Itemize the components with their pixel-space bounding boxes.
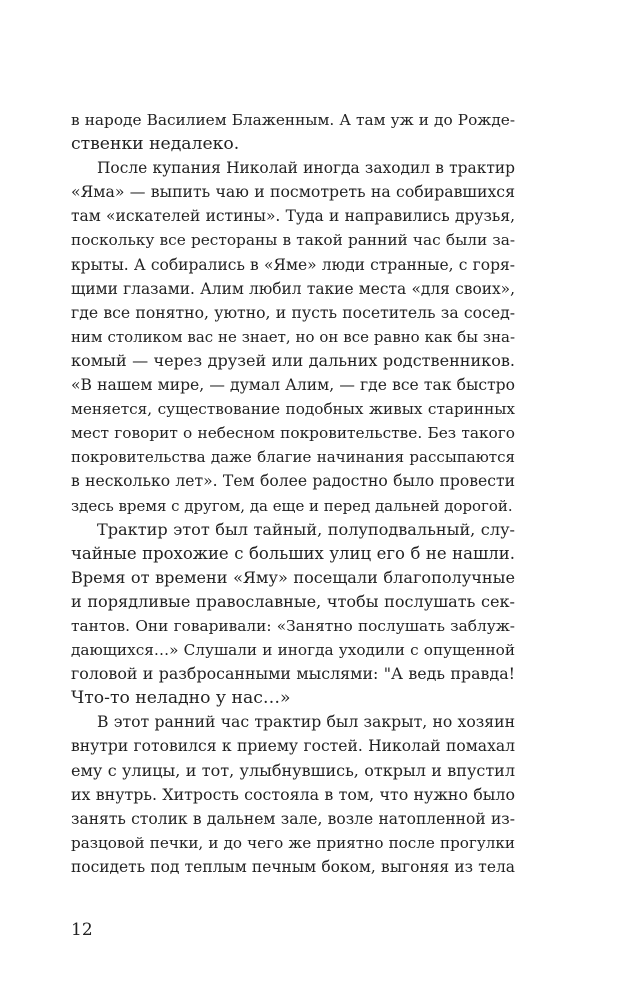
text-line: разцовой печки, и до чего же приятно после прогулки bbox=[71, 833, 515, 852]
text-line: «В нашем мире, — думал Алим, — где все так быстро bbox=[71, 376, 515, 395]
text-line: чайные прохожие с больших улиц его б не нашли. bbox=[71, 543, 515, 563]
text-line: их внутрь. Хитрость состояла в том, что нужно было bbox=[71, 784, 515, 804]
text-line: ему с улицы, и тот, улыбнувшись, открыл и впустил bbox=[71, 760, 515, 780]
text-line: посидеть под теплым печным боком, выгоняя из тела bbox=[71, 857, 515, 876]
text-line: поскольку все рестораны в такой ранний час были за- bbox=[71, 231, 515, 250]
paragraph-first-line: Трактир этот был тайный, полуподвальный, слу- bbox=[97, 519, 515, 539]
text-line: головой и разбросанными мыслями: "А ведь правда! bbox=[71, 664, 515, 684]
text-line: меняется, существование подобных живых старинных bbox=[71, 400, 515, 419]
text-line: «Яма» — выпить чаю и посмотреть на собиравшихся bbox=[71, 182, 515, 202]
page-number: 12 bbox=[71, 920, 93, 940]
text-line: мест говорит о небесном покровительстве. Без такого bbox=[71, 424, 515, 443]
text-line: комый — через друзей или дальних родственников. bbox=[71, 350, 515, 370]
text-line: где все понятно, уютно, и пусть посетитель за сосед- bbox=[71, 302, 515, 322]
text-line: ним столиком вас не знает, но он все равно как бы зна- bbox=[71, 327, 515, 346]
text-line: и порядливые православные, чтобы послушать сек- bbox=[71, 591, 515, 611]
text-line: щими глазами. Алим любил такие места «для своих», bbox=[71, 279, 515, 298]
text-line: внутри готовился к приему гостей. Николай помахал bbox=[71, 737, 515, 756]
text-line: покровительства даже благие начинания рассыпаются bbox=[71, 448, 515, 467]
paragraph-first-line: В этот ранний час трактир был закрыт, но хозяин bbox=[97, 712, 515, 732]
paragraph-first-line: После купания Николай иногда заходил в трактир bbox=[97, 159, 515, 178]
text-line: крыты. А собирались в «Яме» люди странные, с горя- bbox=[71, 255, 515, 274]
text-line: дающихся…» Слушали и иногда уходили с опущенной bbox=[71, 641, 515, 660]
text-line: здесь время с другом, да еще и перед дальней дорогой. bbox=[71, 496, 513, 515]
text-line: там «искателей истины». Туда и направились друзья, bbox=[71, 207, 515, 226]
body-text bbox=[71, 108, 515, 879]
text-line: занять столик в дальнем зале, возле натопленной из- bbox=[71, 809, 515, 828]
text-line: в народе Василием Блаженным. А там уж и до Рожде- bbox=[71, 111, 515, 129]
text-line: тантов. Они говаривали: «Занятно послушать заблуж- bbox=[71, 616, 515, 635]
text-line: в несколько лет». Тем более радостно было провести bbox=[71, 472, 515, 491]
text-line: Что-то неладно у нас…» bbox=[71, 688, 291, 709]
text-line: Время от времени «Яму» посещали благополучные bbox=[71, 567, 515, 587]
text-line: ственки недалеко. bbox=[71, 134, 240, 155]
